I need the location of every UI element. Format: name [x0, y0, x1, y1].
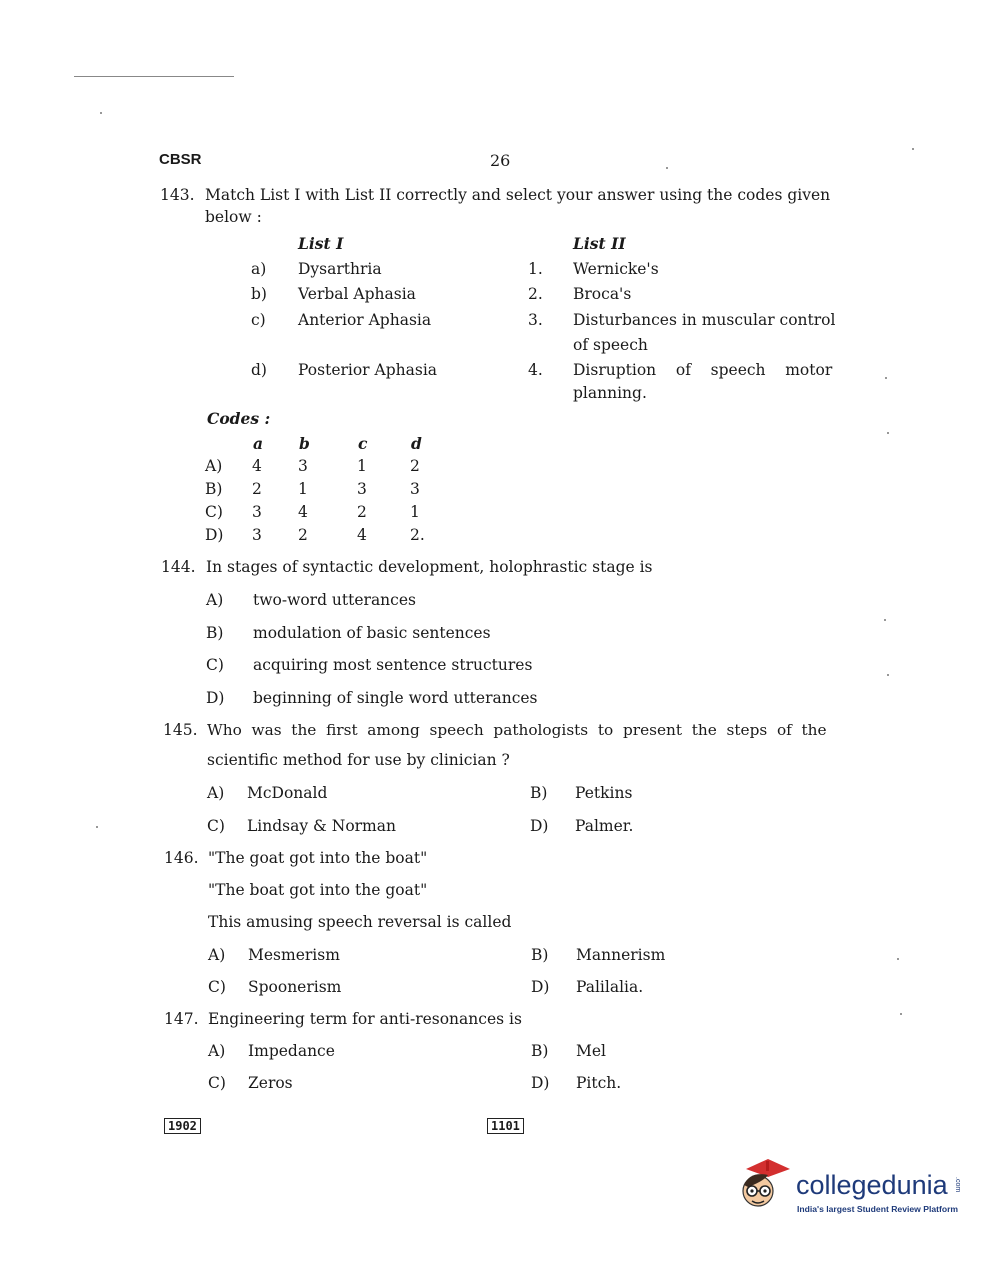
q145-option: Lindsay & Norman [247, 817, 396, 835]
q143-text: Match List I with List II correctly and select your answer using the codes given [205, 186, 831, 204]
list1-key: d) [251, 361, 267, 379]
q146-option: Palilalia. [576, 978, 644, 996]
q147-option: Impedance [248, 1042, 335, 1060]
q146-line: "The goat got into the boat" [208, 849, 428, 867]
code-value: 3 [357, 480, 367, 498]
list1-item: Anterior Aphasia [298, 311, 432, 329]
code-value: 2 [298, 526, 308, 544]
q147-text: Engineering term for anti-resonances is [208, 1010, 522, 1028]
code-value: 3 [298, 457, 308, 475]
q144-number: 144. [161, 558, 196, 576]
q146-option-key: C) [208, 978, 226, 996]
q147-option-key: B) [531, 1042, 549, 1060]
list2-item: Disruption of speech motor [573, 361, 833, 379]
code-option: A) [205, 457, 223, 475]
code-header: d [411, 434, 422, 453]
q146-option: Mannerism [576, 946, 666, 964]
list1-key: c) [251, 311, 266, 329]
q144-option-key: A) [206, 591, 224, 609]
logo-suffix: .com [954, 1177, 961, 1193]
q146-option: Mesmerism [248, 946, 340, 964]
list2-item: Disturbances in muscular control [573, 311, 836, 329]
top-rule [74, 76, 234, 77]
list2-key: 4. [528, 361, 543, 379]
q144-option: two-word utterances [253, 591, 416, 609]
q144-text: In stages of syntactic development, holophrastic stage is [206, 558, 653, 576]
list2-key: 1. [528, 260, 543, 278]
q145-option-key: D) [530, 817, 549, 835]
list2-key: 3. [528, 311, 543, 329]
list1-title: List I [298, 234, 344, 253]
q146-line: This amusing speech reversal is called [208, 913, 512, 931]
q147-option: Zeros [248, 1074, 293, 1092]
code-value: 4 [357, 526, 367, 544]
list2-key: 2. [528, 285, 543, 303]
code-value: 1 [410, 503, 420, 521]
q145-number: 145. [163, 721, 198, 739]
q147-option: Mel [576, 1042, 607, 1060]
code-value: 2 [357, 503, 367, 521]
q144-option-key: C) [206, 656, 224, 674]
codes-label: Codes : [207, 409, 271, 428]
q146-option-key: A) [208, 946, 226, 964]
q147-number: 147. [164, 1010, 199, 1028]
code-value: 2 [410, 457, 420, 475]
list1-item: Verbal Aphasia [298, 285, 416, 303]
code-option: B) [205, 480, 223, 498]
list2-item: Broca's [573, 285, 632, 303]
logo-tagline: India's largest Student Review Platform [797, 1204, 959, 1214]
code-value: 4 [252, 457, 262, 475]
footer-code-center: 1101 [487, 1118, 524, 1134]
code-value: 3 [252, 526, 262, 544]
list2-item-cont: planning. [573, 384, 647, 402]
q146-number: 146. [164, 849, 199, 867]
code-header: a [253, 434, 264, 453]
code-value: 1 [357, 457, 367, 475]
logo-wordmark: collegedunia [796, 1170, 948, 1200]
q145-option: Petkins [575, 784, 633, 802]
exam-code: CBSR [159, 151, 202, 168]
code-value: 2. [410, 526, 425, 544]
q145-option-key: A) [207, 784, 225, 802]
q145-option-key: C) [207, 817, 225, 835]
code-value: 3 [252, 503, 262, 521]
page-number: 26 [490, 151, 511, 170]
q144-option-key: B) [206, 624, 224, 642]
code-value: 2 [252, 480, 262, 498]
code-value: 4 [298, 503, 308, 521]
q145-text-cont: scientific method for use by clinician ? [207, 751, 510, 769]
footer-code-left: 1902 [164, 1118, 201, 1134]
q147-option: Pitch. [576, 1074, 622, 1092]
code-value: 3 [410, 480, 420, 498]
q145-option: McDonald [247, 784, 328, 802]
logo-mascot-icon [738, 1155, 800, 1217]
q144-option: modulation of basic sentences [253, 624, 491, 642]
q144-option-key: D) [206, 689, 225, 707]
q145-option-key: B) [530, 784, 548, 802]
list2-item-cont: of speech [573, 336, 648, 354]
code-header: c [358, 434, 368, 453]
code-value: 1 [298, 480, 308, 498]
list1-key: a) [251, 260, 267, 278]
list2-item: Wernicke's [573, 260, 659, 278]
q146-option-key: D) [531, 978, 550, 996]
list1-item: Posterior Aphasia [298, 361, 438, 379]
q147-option-key: A) [208, 1042, 226, 1060]
list1-key: b) [251, 285, 267, 303]
q145-text: Who was the first among speech pathologists to present the steps of the [207, 721, 827, 739]
q147-option-key: D) [531, 1074, 550, 1092]
q143-text-cont: below : [205, 208, 262, 226]
q144-option: acquiring most sentence structures [253, 656, 533, 674]
list2-title: List II [573, 234, 626, 253]
q144-option: beginning of single word utterances [253, 689, 538, 707]
q147-option-key: C) [208, 1074, 226, 1092]
code-option: D) [205, 526, 224, 544]
code-header: b [299, 434, 310, 453]
q146-option: Spoonerism [248, 978, 342, 996]
q146-line: "The boat got into the goat" [208, 881, 428, 899]
q146-option-key: B) [531, 946, 549, 964]
q145-option: Palmer. [575, 817, 634, 835]
q143-number: 143. [160, 186, 195, 204]
code-option: C) [205, 503, 223, 521]
list1-item: Dysarthria [298, 260, 382, 278]
